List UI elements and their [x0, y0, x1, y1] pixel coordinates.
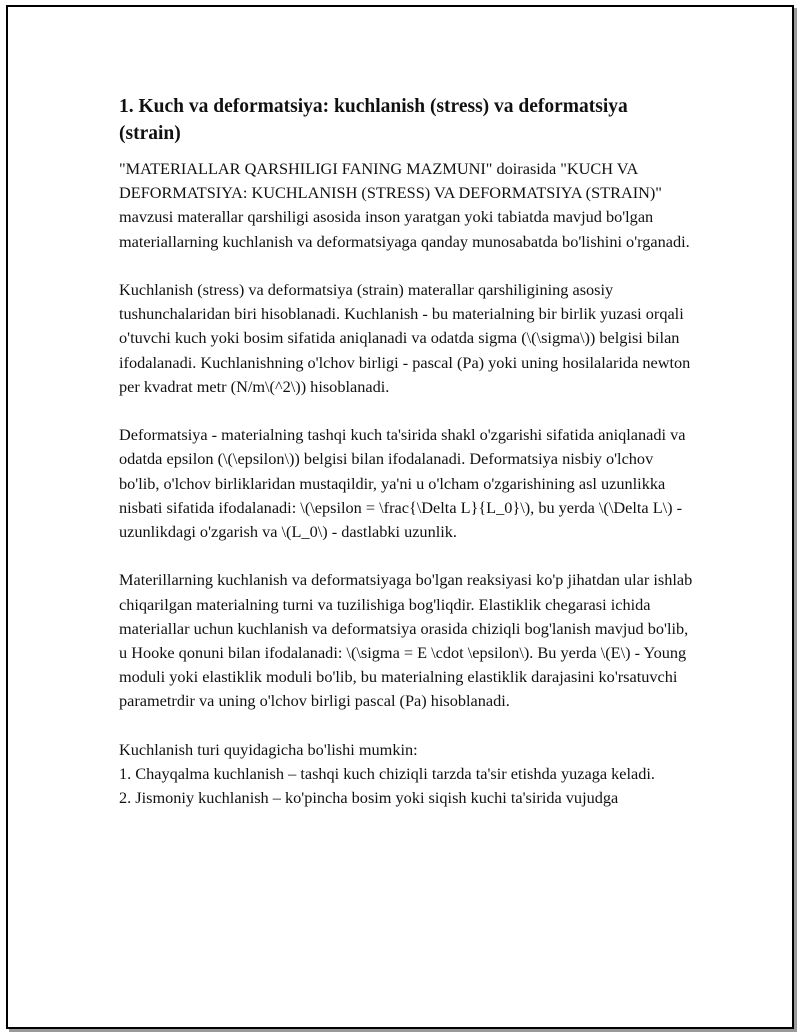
- stress-types-list: [119, 762, 694, 810]
- list-intro: Kuchlanish turi quyidagicha bo'lishi mumkin:: [119, 739, 418, 759]
- paragraph-intro: "MATERIALLAR QARSHILIGI FANING MAZMUNI" doirasida "KUCH VA DEFORMATSIYA: KUCHLANISH (STRESS) VA DEFORMATSIYA (STRAIN)" mavzusi materallar qarshiligi asosida inson yaratgan yoki tabiatda mavjud bo'lgan materiallarning kuchlanish va deformatsiyaga qanday munosabatda bo'lishini o'rganadi.: [119, 159, 690, 251]
- list-item: 1. Chayqalma kuchlanish – tashqi kuch chiziqli tarzda ta'sir etishda yuzaga keladi.: [119, 764, 655, 784]
- paragraph-strain: Deformatsiya - materialning tashqi kuch ta'sirida shakl o'zgarishi sifatida aniqlanadi va odatda epsilon (\(\epsilon\)) belgisi bilan ifodalanadi. Deformatsiya nisbiy o'lchov bo'lib, o'lchov birliklaridan mustaqildir, ya'ni u o'lcham o'zgarishining asl uzunlikka nisbati sifatida ifodalanadi: \(\epsilon = \frac{\Delta L}{L_0}\), bu yerda \(\Delta L\) - uzunlikdagi o'zgarish va \(L_0\) - dastlabki uzunlik.: [119, 425, 686, 542]
- document-body: [119, 93, 694, 810]
- document-page: [6, 5, 794, 1029]
- paragraph-hooke-law: Materillarning kuchlanish va deformatsiyaga bo'lgan reaksiyasi ko'p jihatdan ular ishlab chiqarilgan materialning turni va tuzilishiga bog'liqdir. Elastiklik chegarasi ichida materiallar uchun kuchlanish va deformatsiya orasida chiziqli bog'lanish mavjud bo'lib, u Hooke qonuni bilan ifodalanadi: \(\sigma = E \cdot \epsilon\). Bu yerda \(E\) - Young moduli yoki elastiklik moduli bo'lib, bu materialning elastiklik darajasini ko'rsatuvchi parametrdir va uning o'lchov birligi pascal (Pa) hisoblanadi.: [119, 570, 693, 711]
- list-item: 2. Jismoniy kuchlanish – ko'pincha bosim yoki siqish kuchi ta'sirida vujudga: [119, 788, 619, 808]
- section-heading: 1. Kuch va deformatsiya: kuchlanish (stress) va deformatsiya (strain): [119, 96, 628, 144]
- paragraph-stress: Kuchlanish (stress) va deformatsiya (strain) materallar qarshiligining asosiy tushunchalaridan biri hisoblanadi. Kuchlanish - bu materialning bir birlik yuzasi orqali o'tuvchi kuch yoki bosim sifatida aniqlanadi va odatda sigma (\(\sigma\)) belgisi bilan ifodalanadi. Kuchlanishning o'lchov birligi - pascal (Pa) yoki uning hosilalarida newton per kvadrat metr (N/m\(^2\)) hisoblanadi.: [119, 280, 691, 396]
